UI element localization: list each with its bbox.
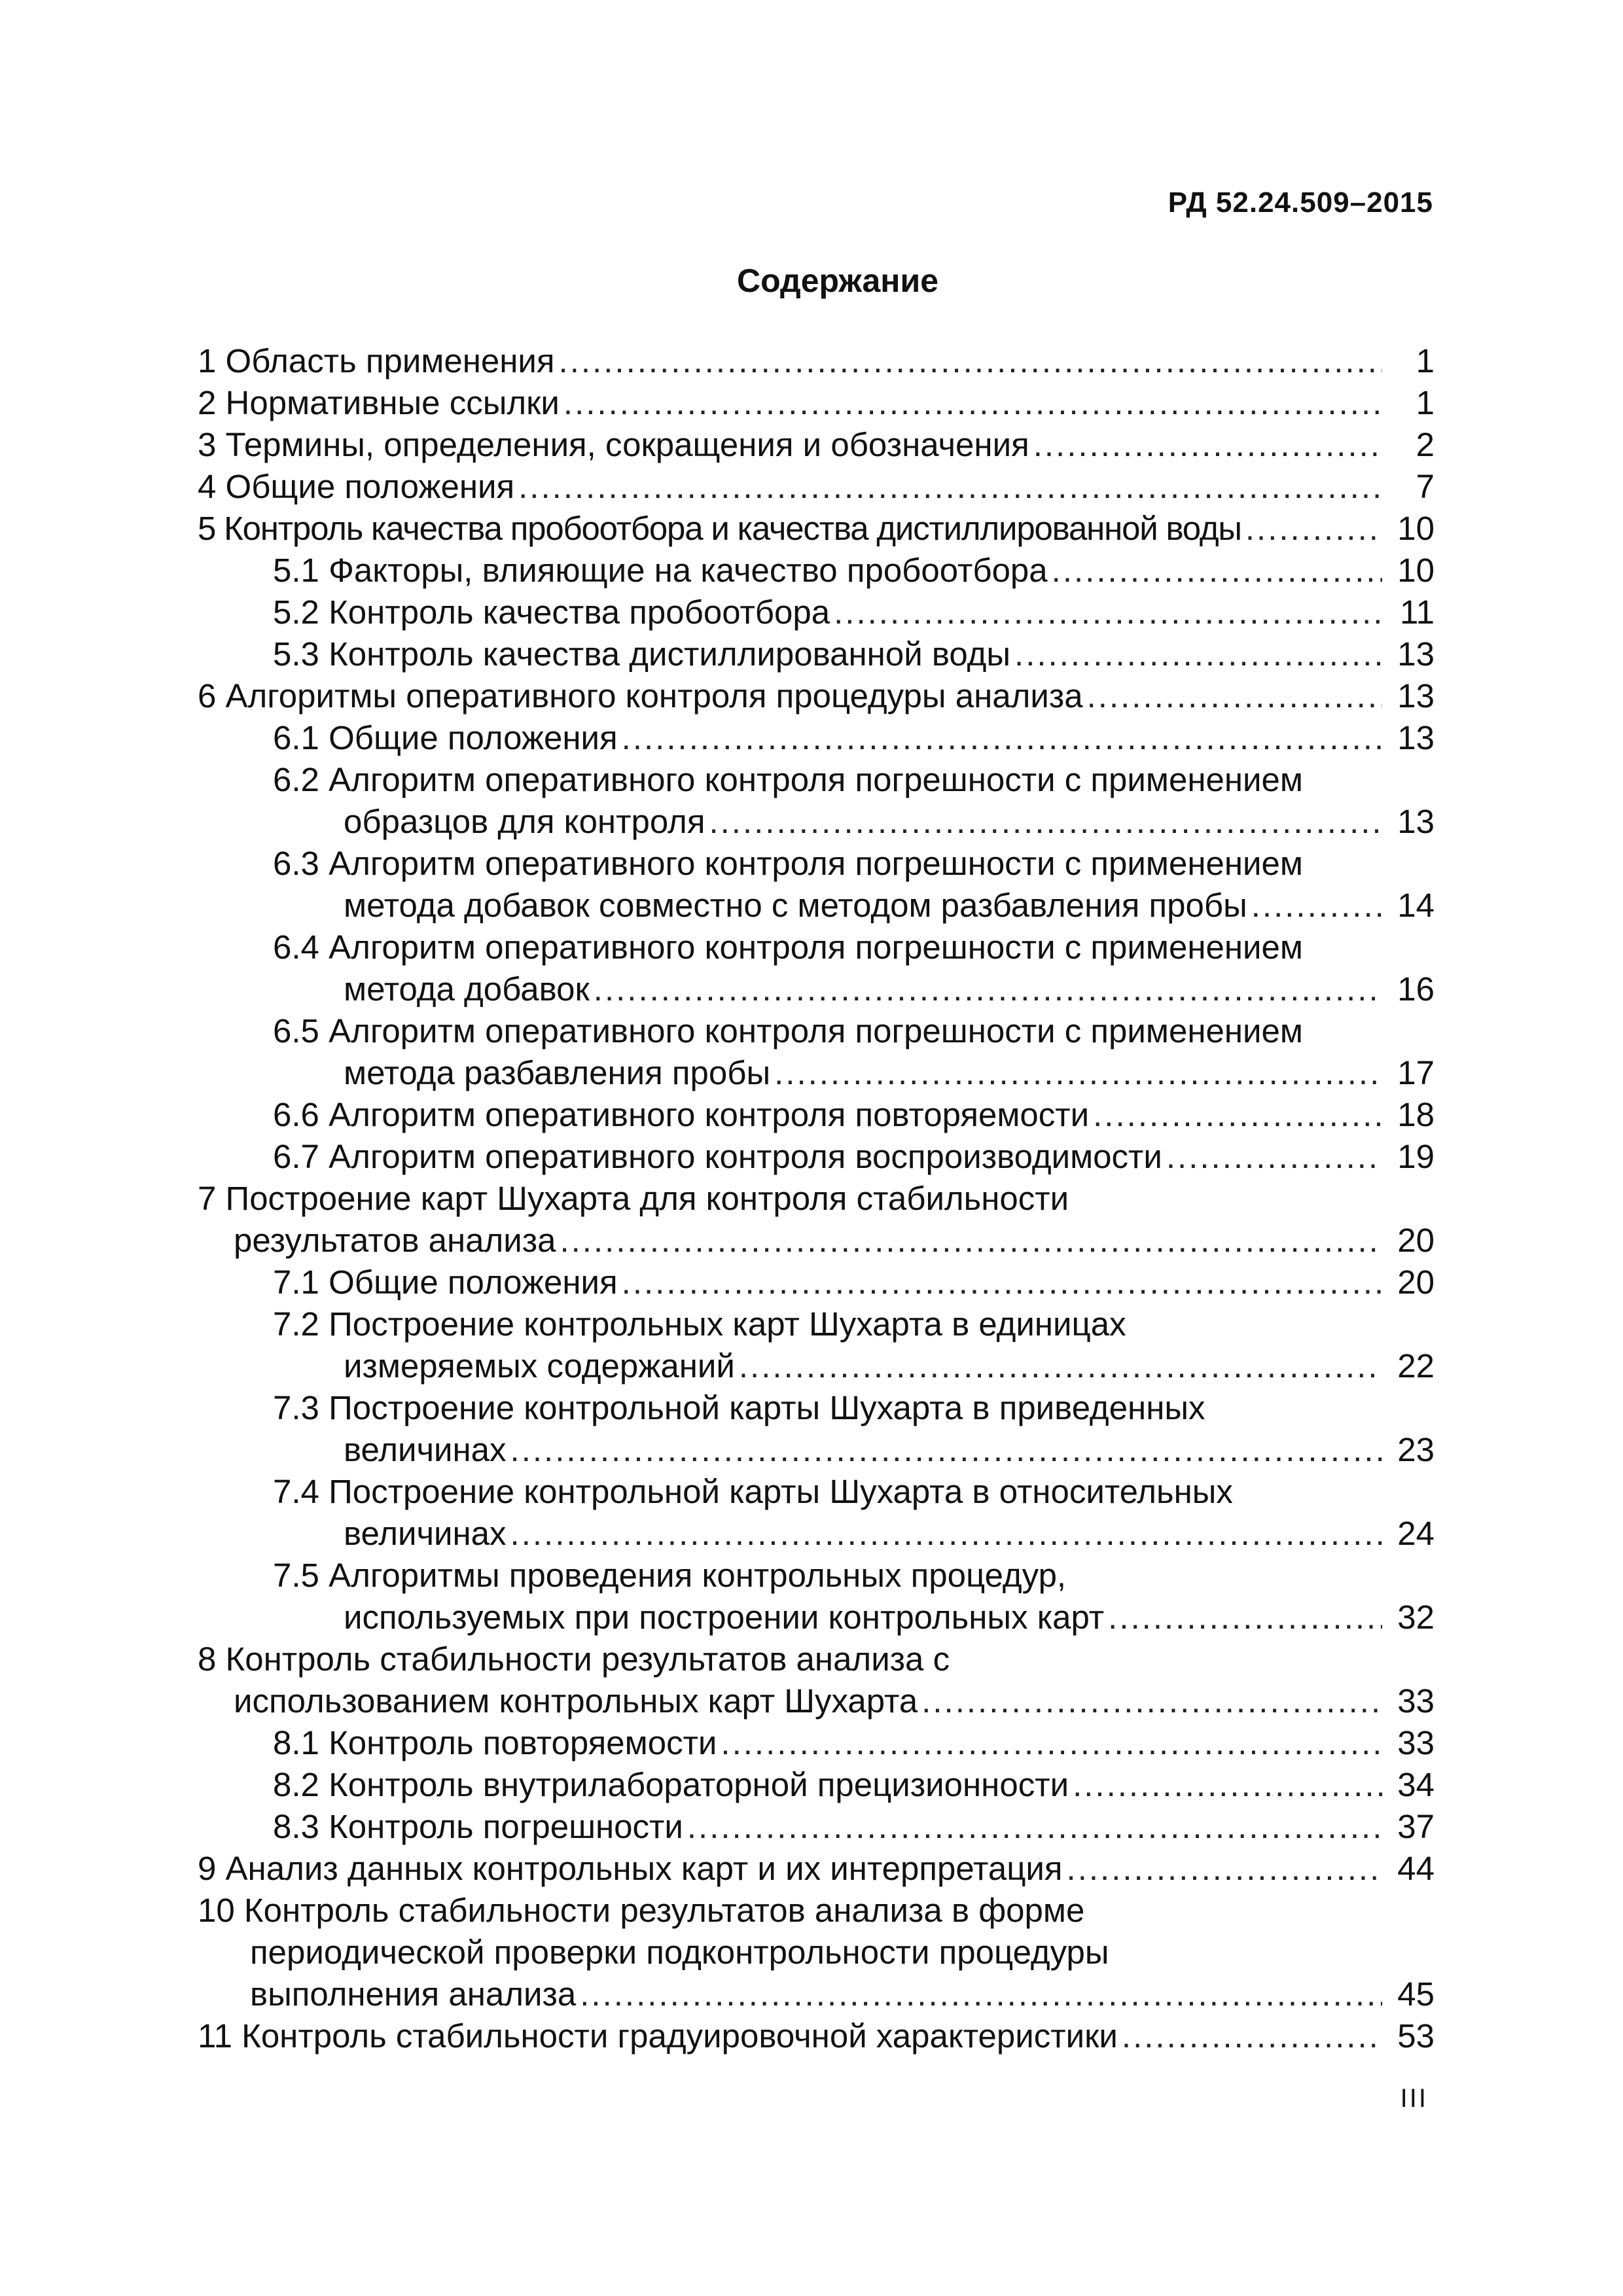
leader-dots: [1122, 2015, 1382, 2057]
leader-dots: [834, 592, 1382, 633]
toc-entry-page: 18: [1397, 1096, 1435, 1133]
toc-entry-page: 53: [1397, 2017, 1435, 2055]
toc-entry-label: 6.7 Алгоритм оперативного контроля воспроизводимости: [273, 1138, 1162, 1175]
toc-entry-label: 5.2 Контроль качества пробоотбора: [273, 593, 830, 631]
leader-dots: [580, 1973, 1382, 2015]
toc-entry-heading: 6.3 Алгоритм оперативного контроля погрешности с применением: [273, 845, 1303, 882]
toc-entry-page: 2: [1416, 426, 1435, 463]
toc-entry-page: 34: [1397, 1766, 1435, 1803]
toc-entry-heading-continued: периодической проверки подконтрольности процедуры: [250, 1934, 1109, 1971]
toc-entry-5-3[interactable]: [198, 633, 1435, 675]
toc-entry-label: 9 Анализ данных контрольных карт и их интерпретация: [198, 1850, 1063, 1887]
toc-entry-label: 1 Область применения: [198, 342, 555, 380]
leader-dots: [739, 1345, 1382, 1387]
leader-dots: [1093, 1094, 1382, 1136]
toc-entry-heading: 10 Контроль стабильности результатов анализа в форме: [198, 1892, 1085, 1929]
toc-entry-7-5[interactable]: [198, 1555, 1435, 1638]
toc-entry-page: 16: [1397, 970, 1435, 1008]
toc-entry-label: 11 Контроль стабильности градуировочной характеристики: [198, 2017, 1118, 2055]
toc-entry-7[interactable]: [198, 1178, 1435, 1262]
toc-entry-page: 24: [1397, 1515, 1435, 1552]
toc-entry-6-2[interactable]: [198, 759, 1435, 843]
toc-entry-6-4[interactable]: [198, 927, 1435, 1010]
table-of-contents: [198, 340, 1435, 2057]
toc-entry-page: 17: [1397, 1054, 1435, 1091]
toc-entry-label: метода разбавления пробы: [344, 1054, 771, 1091]
toc-entry-page: 37: [1397, 1808, 1435, 1845]
toc-entry-7-1[interactable]: [198, 1262, 1435, 1303]
toc-entry-7-3[interactable]: [198, 1387, 1435, 1471]
toc-entry-8-1[interactable]: [198, 1722, 1435, 1764]
leader-dots: [774, 1052, 1382, 1094]
toc-entry-1[interactable]: [198, 340, 1435, 382]
toc-entry-label: 8.2 Контроль внутрилабораторной прецизионности: [273, 1766, 1069, 1803]
toc-entry-page: 1: [1416, 384, 1435, 421]
toc-entry-5-2[interactable]: [198, 592, 1435, 633]
toc-entry-page: 22: [1397, 1347, 1435, 1385]
toc-entry-heading: 8 Контроль стабильности результатов анализа с: [198, 1640, 950, 1678]
toc-entry-page: 7: [1416, 468, 1435, 505]
toc-entry-6-7[interactable]: [198, 1136, 1435, 1178]
leader-dots: [1245, 508, 1382, 550]
toc-entry-9[interactable]: [198, 1848, 1435, 1890]
leader-dots: [921, 1680, 1382, 1722]
leader-dots: [560, 1220, 1382, 1262]
toc-entry-label: величинах: [344, 1515, 507, 1552]
toc-entry-label: 2 Нормативные ссылки: [198, 384, 560, 421]
leader-dots: [518, 466, 1382, 508]
leader-dots: [1033, 424, 1382, 466]
toc-entry-8-3[interactable]: [198, 1806, 1435, 1848]
toc-entry-heading: 6.5 Алгоритм оперативного контроля погрешности с применением: [273, 1012, 1303, 1050]
leader-dots: [510, 1513, 1382, 1555]
leader-dots: [622, 1262, 1382, 1303]
leader-dots: [1014, 633, 1382, 675]
toc-entry-6-5[interactable]: [198, 1010, 1435, 1094]
toc-entry-label: метода добавок: [344, 970, 590, 1008]
toc-entry-heading: 6.2 Алгоритм оперативного контроля погрешности с применением: [273, 761, 1303, 798]
toc-entry-page: 44: [1397, 1850, 1435, 1887]
toc-entry-heading: 6.4 Алгоритм оперативного контроля погрешности с применением: [273, 928, 1303, 966]
leader-dots: [1166, 1136, 1382, 1178]
leader-dots: [594, 968, 1382, 1010]
toc-entry-page: 19: [1397, 1138, 1435, 1175]
toc-entry-label: используемых при построении контрольных карт: [344, 1598, 1105, 1636]
toc-entry-7-4[interactable]: [198, 1471, 1435, 1555]
toc-entry-label: измеряемых содержаний: [344, 1347, 735, 1385]
leader-dots: [687, 1806, 1382, 1848]
toc-entry-page: 1: [1416, 342, 1435, 380]
toc-entry-label: результатов анализа: [234, 1222, 556, 1259]
toc-entry-page: 32: [1397, 1598, 1435, 1636]
leader-dots: [709, 801, 1382, 843]
leader-dots: [510, 1429, 1382, 1471]
toc-entry-page: 20: [1397, 1263, 1435, 1301]
leader-dots: [1251, 885, 1382, 927]
toc-entry-page: 13: [1397, 677, 1435, 715]
toc-entry-label: 6.6 Алгоритм оперативного контроля повторяемости: [273, 1096, 1090, 1133]
toc-entry-page: 20: [1397, 1222, 1435, 1259]
leader-dots: [1108, 1597, 1382, 1638]
toc-entry-heading: 7.5 Алгоритмы проведения контрольных процедур,: [273, 1557, 1067, 1594]
toc-entry-label: 5.3 Контроль качества дистиллированной воды: [273, 635, 1011, 673]
toc-entry-page: 33: [1397, 1724, 1435, 1761]
toc-entry-label: метода добавок совместно с методом разбавления пробы: [344, 887, 1247, 924]
leader-dots: [559, 340, 1382, 382]
page-number: III: [1400, 2084, 1428, 2113]
toc-entry-7-2[interactable]: [198, 1303, 1435, 1387]
toc-entry-label: величинах: [344, 1431, 507, 1468]
toc-entry-label: 4 Общие положения: [198, 468, 515, 505]
toc-entry-heading: 7.2 Построение контрольных карт Шухарта в единицах: [273, 1305, 1126, 1343]
leader-dots: [721, 1722, 1382, 1764]
toc-entry-6-6[interactable]: [198, 1094, 1435, 1136]
toc-entry-heading: 7 Построение карт Шухарта для контроля стабильности: [198, 1180, 1069, 1217]
toc-entry-page: 10: [1397, 552, 1435, 589]
toc-entry-label: 5.1 Факторы, влияющие на качество пробоотбора: [273, 552, 1048, 589]
toc-entry-label: 7.1 Общие положения: [273, 1263, 618, 1301]
toc-entry-page: 13: [1397, 803, 1435, 840]
toc-entry-label: 3 Термины, определения, сокращения и обозначения: [198, 426, 1029, 463]
toc-entry-page: 45: [1397, 1975, 1435, 2013]
document-code: РД 52.24.509–2015: [1168, 186, 1433, 219]
toc-entry-label: выполнения анализа: [250, 1975, 577, 2013]
toc-entry-5-1[interactable]: [198, 550, 1435, 592]
toc-entry-4[interactable]: [198, 466, 1435, 508]
toc-entry-page: 10: [1397, 510, 1435, 547]
toc-entry-3[interactable]: [198, 424, 1435, 466]
leader-dots: [1073, 1764, 1382, 1806]
toc-entry-label: 6.1 Общие положения: [273, 719, 618, 756]
leader-dots: [1067, 1848, 1382, 1890]
toc-entry-heading: 7.4 Построение контрольной карты Шухарта в относительных: [273, 1473, 1233, 1510]
toc-entry-6-3[interactable]: [198, 843, 1435, 927]
toc-title: Содержание: [736, 262, 939, 299]
toc-entry-5[interactable]: [198, 508, 1435, 550]
toc-entry-page: 33: [1397, 1682, 1435, 1720]
toc-entry-2[interactable]: [198, 382, 1435, 424]
toc-entry-8-2[interactable]: [198, 1764, 1435, 1806]
leader-dots: [1052, 550, 1382, 592]
toc-entry-8[interactable]: [198, 1638, 1435, 1722]
toc-entry-page: 13: [1397, 635, 1435, 673]
toc-entry-page: 14: [1397, 887, 1435, 924]
toc-entry-label: 8.3 Контроль погрешности: [273, 1808, 683, 1845]
toc-entry-6[interactable]: [198, 675, 1435, 717]
toc-entry-6-1[interactable]: [198, 717, 1435, 759]
toc-entry-11[interactable]: [198, 2015, 1435, 2057]
toc-entry-label: 8.1 Контроль повторяемости: [273, 1724, 717, 1761]
toc-entry-10[interactable]: [198, 1890, 1435, 2015]
toc-entry-page: 11: [1400, 593, 1435, 631]
toc-entry-label: использованием контрольных карт Шухарта: [234, 1682, 918, 1720]
toc-entry-label: 5 Контроль качества пробоотбора и качества дистиллированной воды: [198, 510, 1241, 547]
toc-entry-label: образцов для контроля: [344, 803, 705, 840]
toc-entry-page: 13: [1397, 719, 1435, 756]
leader-dots: [563, 382, 1382, 424]
leader-dots: [1087, 675, 1382, 717]
toc-entry-page: 23: [1397, 1431, 1435, 1468]
toc-entry-label: 6 Алгоритмы оперативного контроля процедуры анализа: [198, 677, 1083, 715]
toc-entry-heading: 7.3 Построение контрольной карты Шухарта в приведенных: [273, 1389, 1205, 1426]
leader-dots: [622, 717, 1382, 759]
